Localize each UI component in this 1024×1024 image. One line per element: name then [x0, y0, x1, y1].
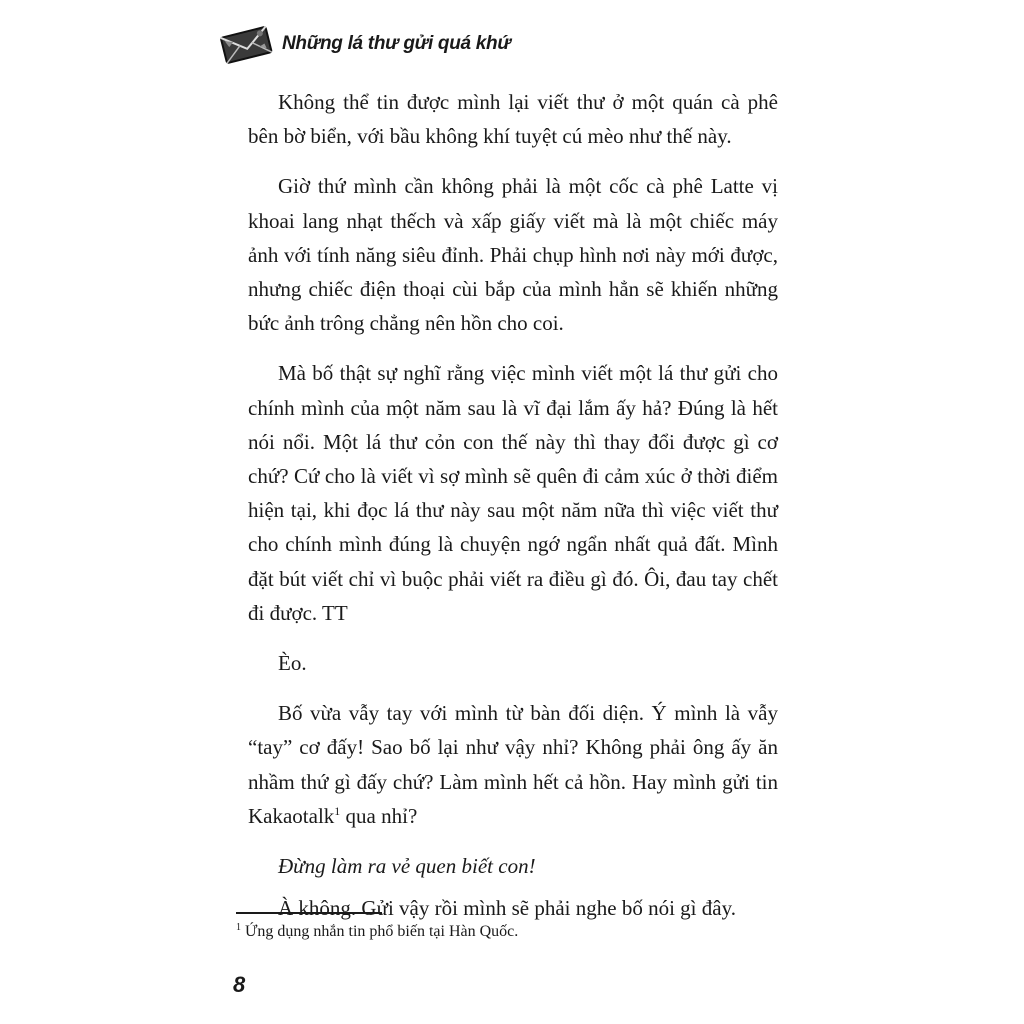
footnote-number: 1	[236, 921, 241, 933]
page-number: 8	[233, 972, 246, 997]
paragraph: À không. Gửi vậy rồi mình sẽ phải nghe bố nói gì đây.	[278, 896, 736, 921]
footnote-text: Ứng dụng nhắn tin phổ biến tại Hàn Quốc.	[245, 923, 519, 940]
paragraph-text: qua nhỉ?	[345, 803, 418, 828]
paragraph: Èo.	[278, 651, 307, 676]
running-header	[218, 22, 511, 66]
paragraph: Mà bố thật sự nghĩ rằng việc mình viết một lá thư gửi cho chính mình của một năm sau là vĩ đại lắm ấy hả? Đúng là hết nói nổi. Một lá thư cỏn con thế này thì thay đổi được gì cơ chứ? Cứ cho là viết vì sợ mình sẽ quên đi cảm xúc ở thời điểm hiện tại, khi đọc lá thư này sau một năm nữa thì việc viết thư cho chính mình đúng là chuyện ngớ ngẩn nhất quả đất. Mình đặt bút viết chỉ vì buộc phải viết ra điều gì đó. Ôi, đau tay chết đi được. TT	[248, 361, 778, 625]
footnote-rule	[236, 912, 382, 914]
paragraph-italic: Đừng làm ra vẻ quen biết con!	[278, 854, 536, 879]
body-text	[248, 85, 778, 925]
header-title: Những lá thư gửi quá khứ	[282, 33, 511, 54]
footnote-marker: 1	[334, 803, 341, 818]
paragraph: Không thể tin được mình lại viết thư ở một quán cà phê bên bờ biển, với bầu không khí tuyệt cú mèo như thế này.	[248, 90, 778, 149]
envelope-icon	[218, 22, 274, 66]
footnote	[236, 921, 518, 943]
paragraph: Giờ thứ mình cần không phải là một cốc cà phê Latte vị khoai lang nhạt thếch và xấp giấy viết mà là một chiếc máy ảnh với tính năng siêu đỉnh. Phải chụp hình nơi này mới được, nhưng chiếc điện thoại cùi bắp của mình hẳn sẽ khiến những bức ảnh trông chẳng nên hồn cho coi.	[248, 174, 778, 336]
paragraph-text: Bố vừa vẫy tay với mình từ bàn đối diện. Ý mình là vẫy “tay” cơ đấy! Sao bố lại như vậy nhỉ? Không phải ông ấy ăn nhầm thứ gì đấy chứ? Làm mình hết cả hồn. Hay mình gửi tin Kakaotalk	[248, 701, 778, 828]
paragraph	[248, 696, 778, 833]
